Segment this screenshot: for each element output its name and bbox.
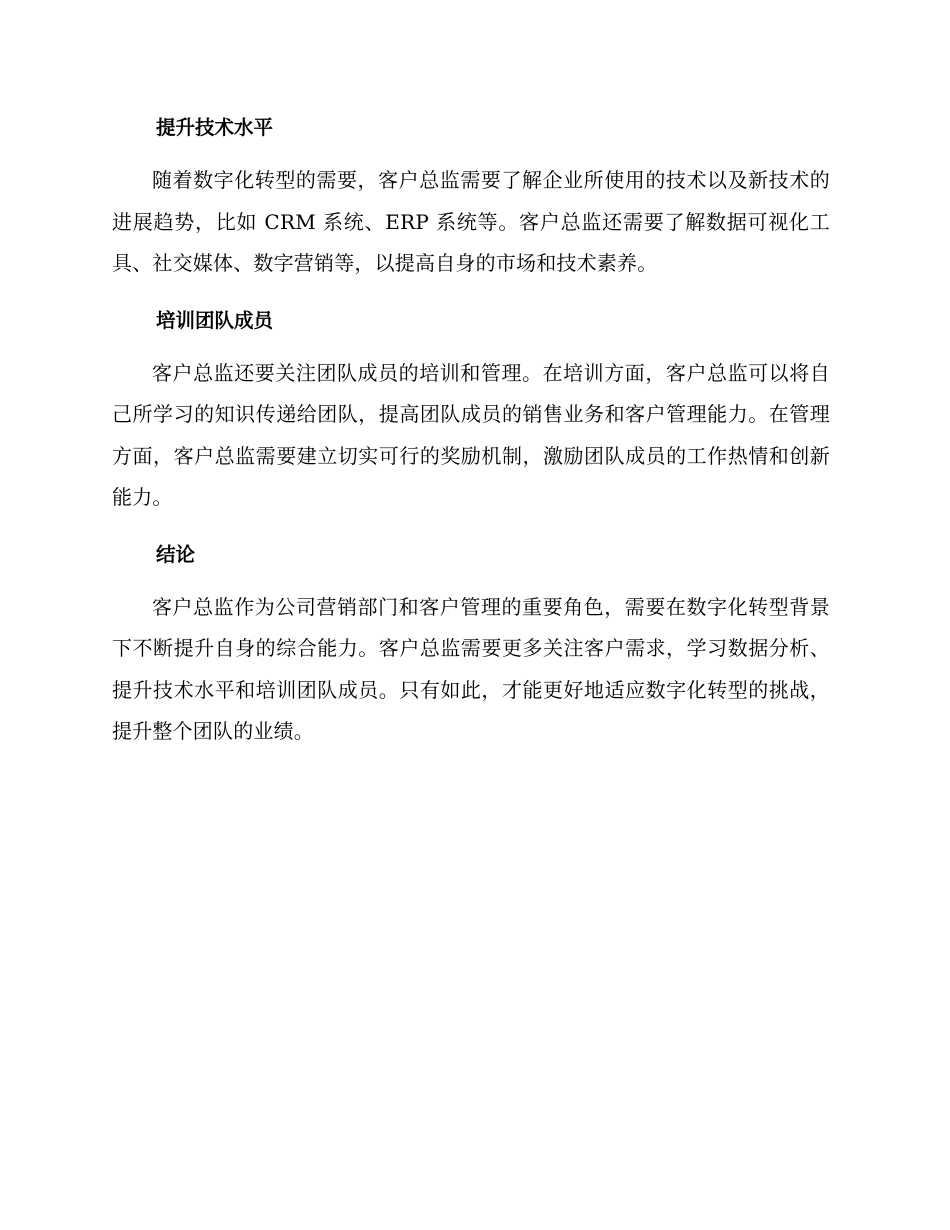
section-paragraph-training: 客户总监还要关注团队成员的培训和管理。在培训方面，客户总监可以将自己所学习的知识传递给团队，提高团队成员的销售业务和客户管理能力。在管理方面，客户总监需要建立切实可行的奖励机制，激励团队成员的工作热情和创新能力。 bbox=[112, 360, 830, 509]
section-heading-training: 培训团队成员 bbox=[156, 308, 274, 332]
section-paragraph-conclusion: 客户总监作为公司营销部门和客户管理的重要角色，需要在数字化转型背景下不断提升自身的综合能力。客户总监需要更多关注客户需求，学习数据分析、提升技术水平和培训团队成员。只有如此，才能更好地适应数字化转型的挑战，提升整个团队的业绩。 bbox=[112, 594, 830, 743]
section-heading-tech: 提升技术水平 bbox=[156, 116, 274, 139]
section-paragraph-tech: 随着数字化转型的需要，客户总监需要了解企业所使用的技术以及新技术的进展趋势，比如 CRM 系统、ERP 系统等。客户总监还需要了解数据可视化工具、社交媒体、数字营销等，以提高自身的市场和技术素养。 bbox=[112, 168, 830, 275]
document-body bbox=[112, 108, 830, 753]
section-heading-conclusion: 结论 bbox=[156, 542, 196, 566]
